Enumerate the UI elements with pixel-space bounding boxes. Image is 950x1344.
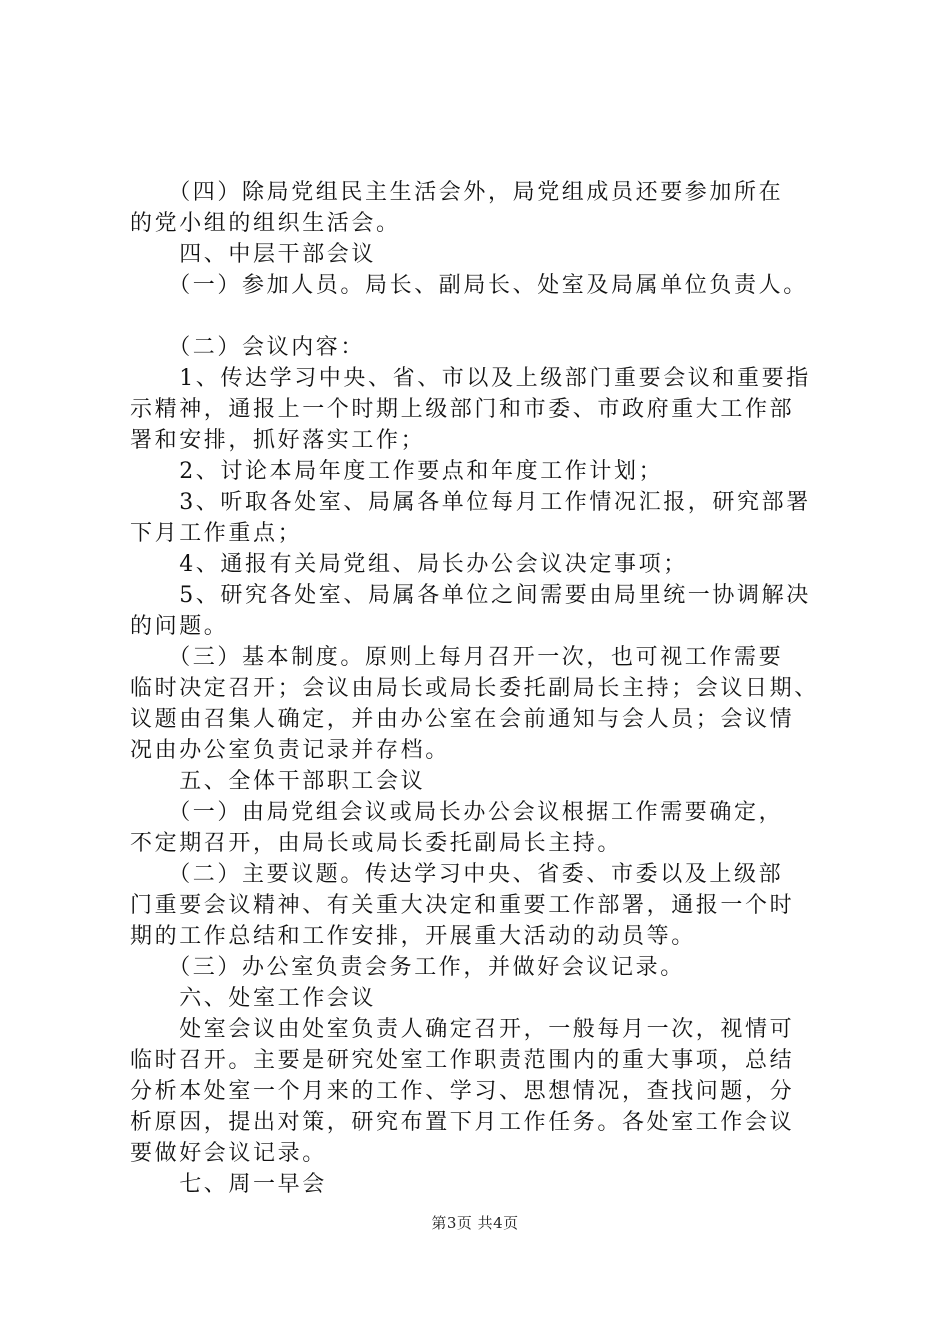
text-line: 析原因，提出对策，研究布置下月工作任务。各处室工作会议: [130, 1110, 795, 1135]
text-line: 下月工作重点；: [130, 521, 303, 546]
text-line: 门重要会议精神、有关重大决定和重要工作部署，通报一个时: [130, 893, 795, 918]
text-line: 不定期召开，由局长或局长委托副局长主持。: [130, 831, 623, 856]
text-line: 示精神，通报上一个时期上级部门和市委、市政府重大工作部: [130, 397, 795, 422]
text-line: 1、传达学习中央、省、市以及上级部门重要会议和重要指: [130, 366, 811, 391]
text-line: 要做好会议记录。: [130, 1141, 327, 1166]
section-heading: 六、处室工作会议: [130, 986, 377, 1011]
text-line: 署和安排，抓好落实工作；: [130, 428, 426, 453]
text-line: 处室会议由处室负责人确定召开，一般每月一次，视情可: [130, 1017, 795, 1042]
text-line: 的问题。: [130, 614, 229, 639]
text-line: （二）会议内容：: [130, 335, 366, 360]
text-line: 议题由召集人确定，并由办公室在会前通知与会人员；会议情: [130, 707, 795, 732]
section-heading: 四、中层干部会议: [130, 242, 377, 267]
text-line: 临时决定召开；会议由局长或局长委托副局长主持；会议日期、: [130, 676, 819, 701]
text-line: （一）参加人员。局长、副局长、处室及局属单位负责人。: [130, 273, 808, 298]
text-line: 3、听取各处室、局属各单位每月工作情况汇报，研究部署: [130, 490, 811, 515]
text-line: 的党小组的组织生活会。: [130, 211, 401, 236]
text-line: （二）主要议题。传达学习中央、省委、市委以及上级部: [130, 862, 784, 887]
text-line: 况由办公室负责记录并存档。: [130, 738, 450, 763]
text-line: 2、讨论本局年度工作要点和年度工作计划；: [130, 459, 664, 484]
text-line: 分析本处室一个月来的工作、学习、思想情况，查找问题，分: [130, 1079, 795, 1104]
section-heading: 五、全体干部职工会议: [130, 769, 426, 794]
text-line: （三）办公室负责会务工作，并做好会议记录。: [130, 955, 685, 980]
text-line: 期的工作总结和工作安排，开展重大活动的动员等。: [130, 924, 696, 949]
text-line: （三）基本制度。原则上每月召开一次，也可视工作需要: [130, 645, 784, 670]
text-line: 临时召开。主要是研究处室工作职责范围内的重大事项，总结: [130, 1048, 795, 1073]
page-number-footer: 第3页 共4页: [431, 1214, 519, 1232]
section-heading: 七、周一早会: [130, 1172, 327, 1197]
text-line: （一）由局党组会议或局长办公会议根据工作需要确定，: [130, 800, 784, 825]
text-line: 4、通报有关局党组、局长办公会议决定事项；: [130, 552, 688, 577]
text-line: （四）除局党组民主生活会外，局党组成员还要参加所在: [130, 180, 784, 205]
text-line: 5、研究各处室、局属各单位之间需要由局里统一协调解决: [130, 583, 811, 608]
